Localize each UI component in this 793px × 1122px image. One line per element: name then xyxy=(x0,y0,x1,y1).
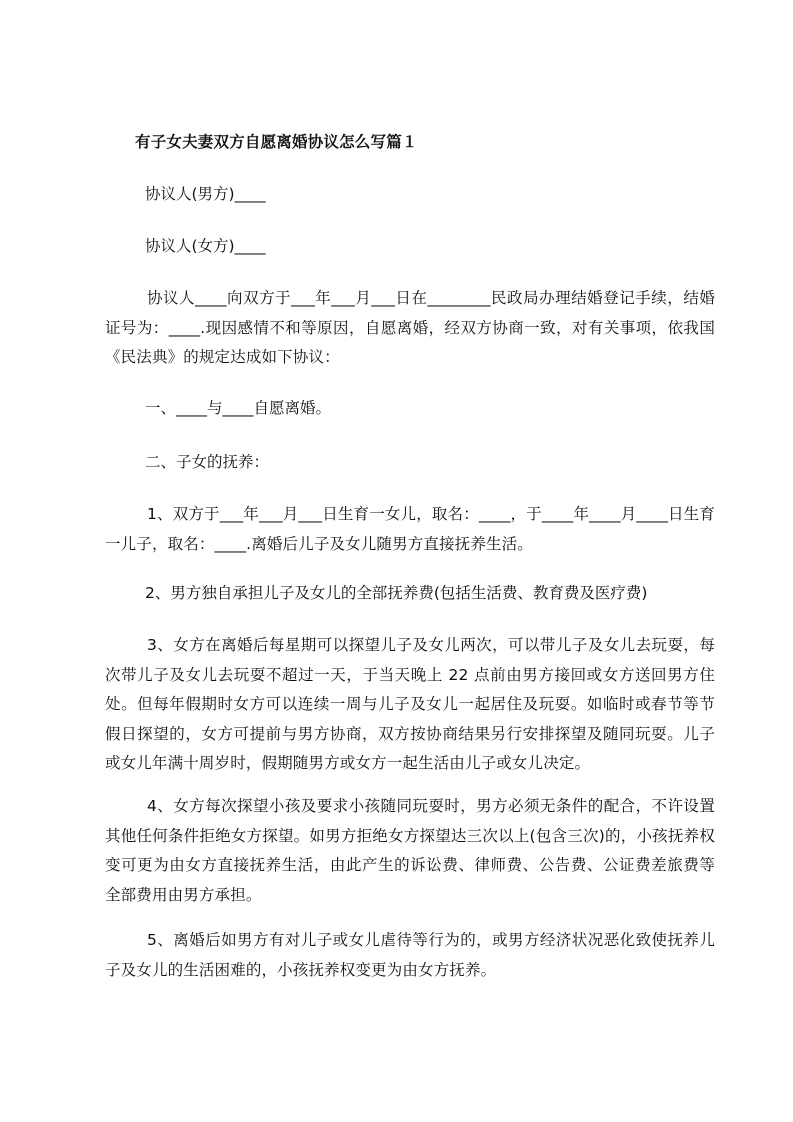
document-title: 有子女夫妻双方自愿离婚协议怎么写篇１ xyxy=(135,133,418,151)
item-3-paragraph: 3、女方在离婚后每星期可以探望儿子及女儿两次，可以带儿子及女儿去玩耍，每次带儿子及女儿去玩耍不超过一天，于当天晚上 22 点前由男方接回或女方送回男方住处。但每年假期时女方可以连续一周与儿子及女儿一起居住及玩耍。如临时或春节等节假日探望的，女方可提前与男方协商，双方按协商结果另行安排探望及随同玩耍。儿子或女儿年满十周岁时，假期随男方或女方一起生活由儿子或女儿决定。 xyxy=(105,636,715,772)
intro-paragraph: 协议人____向双方于___年___月___日在________民政局办理结婚登记手续，结婚证号为：____.现因感情不和等原因，自愿离婚，经双方协商一致，对有关事项，依我国《民法典》的规定达成如下协议： xyxy=(105,289,715,366)
item-1-paragraph: 1、双方于___年___月___日生育一女儿，取名：____，于____年____月____日生育一儿子，取名：____.离婚后儿子及女儿随男方直接抚养生活。 xyxy=(105,505,715,553)
clause-2-heading: 二、子女的抚养： xyxy=(145,453,270,471)
party-male-line: 协议人(男方)____ xyxy=(145,185,266,203)
item-4-paragraph: 4、女方每次探望小孩及要求小孩随同玩耍时，男方必须无条件的配合，不许设置其他任何条件拒绝女方探望。如男方拒绝女方探望达三次以上(包含三次)的，小孩抚养权变可更为由女方直接抚养生活，由此产生的诉讼费、律师费、公告费、公证费差旅费等全部费用由男方承担。 xyxy=(105,797,715,904)
item-2-paragraph: 2、男方独自承担儿子及女儿的全部抚养费(包括生活费、教育费及医疗费) xyxy=(145,584,648,602)
clause-1: 一、____与____自愿离婚。 xyxy=(145,399,332,417)
party-female-line: 协议人(女方)____ xyxy=(145,237,266,255)
item-5-paragraph: 5、离婚后如男方有对儿子或女儿虐待等行为的，或男方经济状况恶化致使抚养儿子及女儿的生活困难的，小孩抚养权变更为由女方抚养。 xyxy=(105,931,715,979)
